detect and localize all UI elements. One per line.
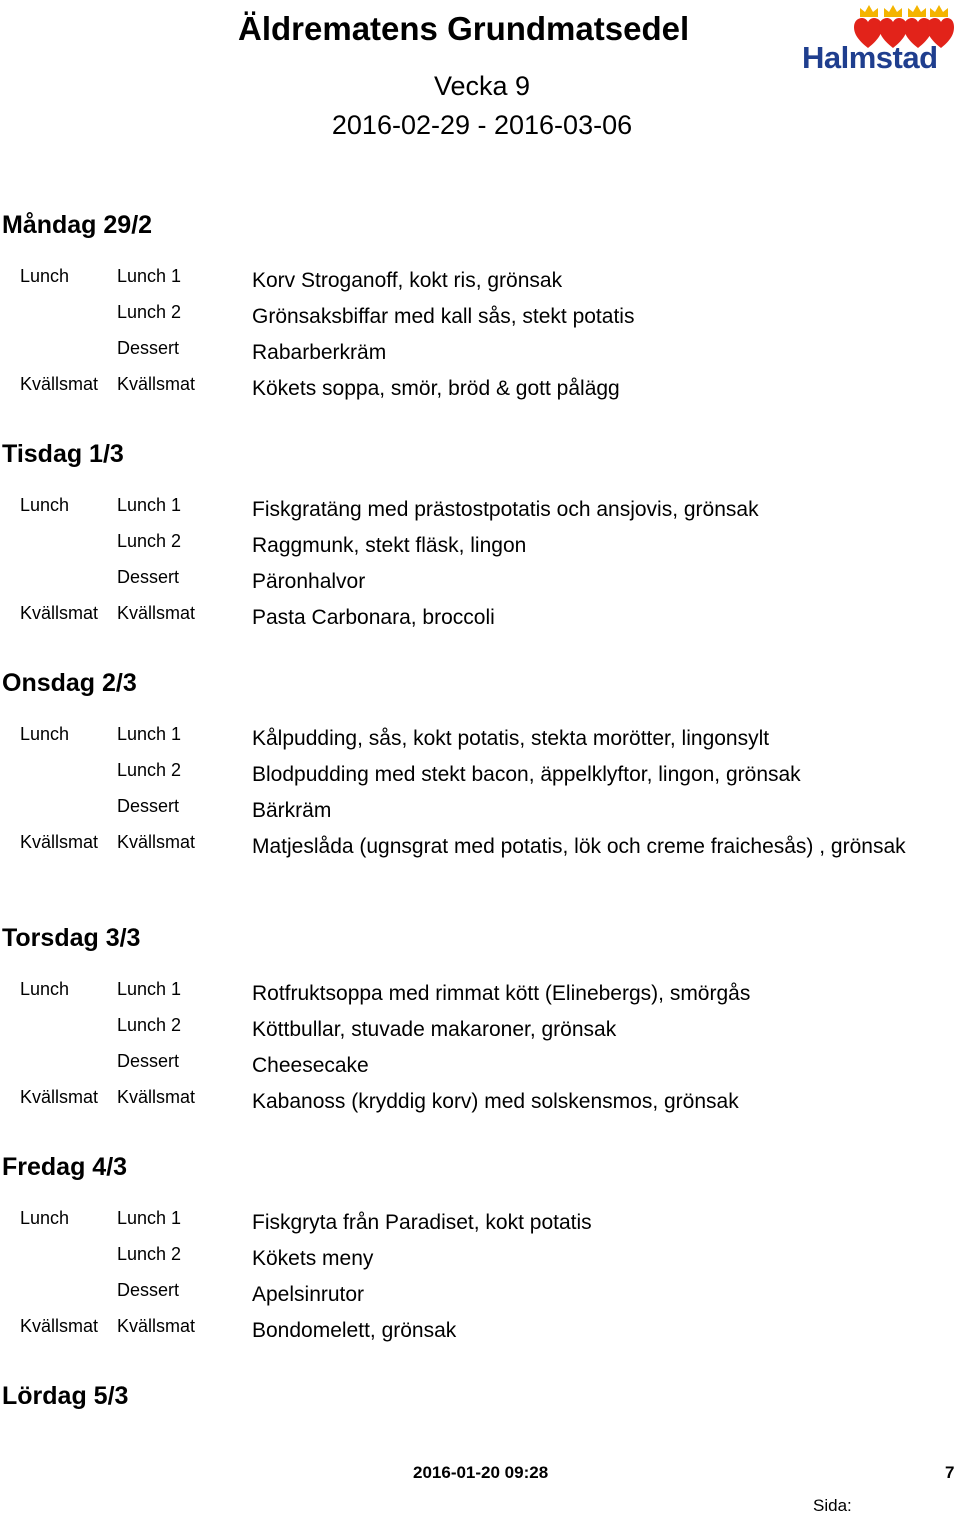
meal-period: Lunch xyxy=(20,495,70,515)
meal-dish: Köttbullar, stuvade makaroner, grönsak xyxy=(252,1018,617,1041)
meal-course: Lunch 1 xyxy=(117,495,182,515)
meal-course: Dessert xyxy=(117,1280,180,1300)
meal-dish: Fiskgryta från Paradiset, kokt potatis xyxy=(252,1211,592,1234)
meal-row xyxy=(0,266,960,302)
meal-period: Kvällsmat xyxy=(20,832,99,852)
meal-row xyxy=(0,1280,960,1316)
meal-course: Lunch 1 xyxy=(117,1208,182,1228)
logo-text: Halmstad xyxy=(802,40,938,75)
meal-row xyxy=(0,302,960,338)
meal-dish: Grönsaksbiffar med kall sås, stekt potatis xyxy=(252,305,635,328)
meal-dish: Korv Stroganoff, kokt ris, grönsak xyxy=(252,269,563,292)
meal-period: Kvällsmat xyxy=(20,374,99,394)
meal-row xyxy=(0,1015,960,1051)
meal-row xyxy=(0,979,960,1015)
day-heading: Tisdag 1/3 xyxy=(2,440,124,468)
meal-course: Kvällsmat xyxy=(117,832,196,852)
meal-row xyxy=(0,724,960,760)
meal-row xyxy=(0,495,960,531)
meal-dish: Bondomelett, grönsak xyxy=(252,1319,457,1342)
meal-course: Lunch 2 xyxy=(117,531,182,551)
meal-row xyxy=(0,1208,960,1244)
meal-course: Dessert xyxy=(117,567,180,587)
meal-row xyxy=(0,1316,960,1352)
print-timestamp: 2016-01-20 09:28 xyxy=(413,1463,549,1482)
page-number: 7 xyxy=(945,1463,955,1482)
day-heading: Måndag 29/2 xyxy=(2,211,153,239)
meal-course: Lunch 2 xyxy=(117,1244,182,1264)
week-label: Vecka 9 xyxy=(433,71,531,101)
meal-period: Lunch xyxy=(20,979,70,999)
meal-dish: Kålpudding, sås, kokt potatis, stekta morötter, lingonsylt xyxy=(252,727,770,750)
meal-row xyxy=(0,1244,960,1280)
meal-course: Lunch 2 xyxy=(117,760,182,780)
meal-row xyxy=(0,796,960,832)
meal-row xyxy=(0,603,960,639)
meal-course: Kvällsmat xyxy=(117,603,196,623)
meal-dish: Rabarberkräm xyxy=(252,341,387,364)
meal-dish: Rotfruktsoppa med rimmat kött (Elinebergs), smörgås xyxy=(252,982,751,1005)
meal-dish: Päronhalvor xyxy=(252,570,366,593)
meal-row xyxy=(0,338,960,374)
halmstad-logo xyxy=(800,4,960,80)
meal-period: Lunch xyxy=(20,266,70,286)
meal-dish: Fiskgratäng med prästostpotatis och ansjovis, grönsak xyxy=(252,498,759,521)
day-heading: Lördag 5/3 xyxy=(2,1382,129,1410)
day-heading: Onsdag 2/3 xyxy=(2,669,137,697)
meal-course: Lunch 1 xyxy=(117,979,182,999)
meal-course: Dessert xyxy=(117,1051,180,1071)
meal-course: Dessert xyxy=(117,796,180,816)
meal-course: Lunch 2 xyxy=(117,1015,182,1035)
meal-course: Lunch 1 xyxy=(117,266,182,286)
meal-dish: Raggmunk, stekt fläsk, lingon xyxy=(252,534,527,557)
meal-dish: Cheesecake xyxy=(252,1054,369,1077)
meal-dish: Kabanoss (kryddig korv) med solskensmos, grönsak xyxy=(252,1090,739,1113)
meal-dish: Apelsinrutor xyxy=(252,1283,365,1306)
date-range: 2016-02-29 - 2016-03-06 xyxy=(331,110,633,140)
meal-course: Lunch 1 xyxy=(117,724,182,744)
meal-period: Lunch xyxy=(20,1208,70,1228)
meal-dish: Kökets meny xyxy=(252,1247,374,1270)
meal-dish: Blodpudding med stekt bacon, äppelklyftor, lingon, grönsak xyxy=(252,763,801,786)
meal-dish: Pasta Carbonara, broccoli xyxy=(252,606,495,629)
meal-course: Lunch 2 xyxy=(117,302,182,322)
meal-period: Kvällsmat xyxy=(20,1316,99,1336)
day-heading: Torsdag 3/3 xyxy=(2,924,141,952)
meal-dish: Matjeslåda (ugnsgrat med potatis, lök och creme fraichesås) , grönsak xyxy=(252,835,906,858)
page-title: Äldrematens Grundmatsedel xyxy=(238,10,690,47)
meal-row xyxy=(0,1087,960,1123)
meal-row xyxy=(0,760,960,796)
meal-course: Kvällsmat xyxy=(117,1316,196,1336)
page-label: Sida: xyxy=(813,1496,852,1515)
meal-period: Lunch xyxy=(20,724,70,744)
meal-row xyxy=(0,1051,960,1087)
meal-dish: Bärkräm xyxy=(252,799,332,822)
meal-row xyxy=(0,374,960,410)
meal-row xyxy=(0,567,960,603)
day-heading: Fredag 4/3 xyxy=(2,1153,128,1181)
meal-course: Dessert xyxy=(117,338,180,358)
meal-course: Kvällsmat xyxy=(117,374,196,394)
meal-period: Kvällsmat xyxy=(20,1087,99,1107)
meal-row xyxy=(0,832,960,868)
meal-dish: Kökets soppa, smör, bröd & gott pålägg xyxy=(252,377,620,400)
meal-course: Kvällsmat xyxy=(117,1087,196,1107)
meal-period: Kvällsmat xyxy=(20,603,99,623)
meal-row xyxy=(0,531,960,567)
